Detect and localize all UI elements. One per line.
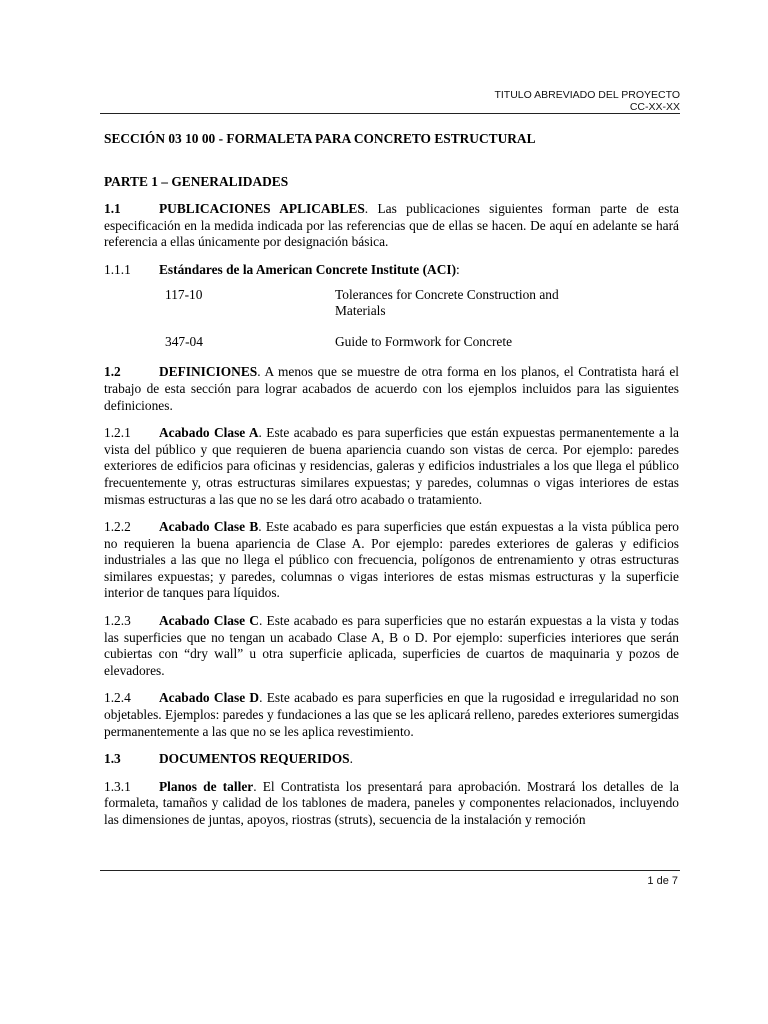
- clause-text: . Este acabado es para superficies que están expuestas permanentemente a la vista del público y que requieren de buena apariencia cuando son vistas de cerca. Por ejemplo: paredes exteriores de edificios para oficinas y residencias, galeras y edificios industriales a los que llega el público frecuentemente y, otras estructuras similares expuestas; y paredes, columnas o vigas interiores de estas mismas estructuras a las que no se les dará otro acabado o tratamiento.: [104, 425, 679, 507]
- standard-code: 117-10: [165, 286, 203, 302]
- clause-text: . A menos que se muestre de otra forma en los planos, el Contratista hará el trabajo de esta sección para lograr acabados de acuerdo con los ejemplos incluidos para las siguientes definiciones.: [104, 364, 679, 413]
- clause-1-2-1: [104, 425, 679, 508]
- standard-row: [104, 334, 679, 351]
- clause-heading: Acabado Clase C: [159, 613, 259, 629]
- standard-title: Guide to Formwork for Concrete: [335, 333, 513, 349]
- clause-number: 1.3.1: [104, 778, 131, 794]
- clause-heading: PUBLICACIONES APLICABLES: [159, 201, 365, 217]
- project-title: TITULO ABREVIADO DEL PROYECTO: [494, 89, 680, 101]
- clause-heading: DEFINICIONES: [159, 364, 258, 380]
- clause-number: 1.2.4: [104, 690, 131, 706]
- page-header: [494, 89, 680, 113]
- clause-text: :: [456, 261, 460, 277]
- standard-code: 347-04: [165, 333, 203, 349]
- clause-number: 1.2.1: [104, 425, 131, 441]
- clause-number: 1.3: [104, 751, 121, 767]
- clause-number: 1.1: [104, 201, 121, 217]
- clause-1-1: [104, 201, 679, 251]
- page-number: 1 de 7: [647, 875, 678, 887]
- clause-1-2-2: [104, 519, 679, 602]
- standard-row: [104, 287, 679, 320]
- section-title: SECCIÓN 03 10 00 - FORMALETA PARA CONCRETO ESTRUCTURAL: [104, 131, 536, 146]
- clause-1-3: [104, 751, 679, 768]
- part-title: PARTE 1 – GENERALIDADES: [104, 173, 289, 189]
- clause-1-2-4: [104, 690, 679, 740]
- clause-heading: Acabado Clase A: [159, 425, 259, 441]
- footer-divider: [100, 870, 680, 871]
- standard-title: Tolerances for Concrete Construction and Materials: [335, 286, 559, 319]
- clause-heading: Estándares de la American Concrete Institute (ACI): [159, 261, 457, 277]
- clause-number: 1.2.2: [104, 519, 131, 535]
- clause-heading: Planos de taller: [159, 778, 254, 794]
- clause-heading: Acabado Clase D: [159, 690, 260, 706]
- clause-number: 1.1.1: [104, 261, 131, 277]
- standards-list: [104, 287, 679, 351]
- clause-heading: DOCUMENTOS REQUERIDOS: [159, 751, 350, 767]
- header-divider: [100, 113, 680, 114]
- clause-number: 1.2.3: [104, 613, 131, 629]
- clause-text: .: [349, 751, 353, 767]
- clause-number: 1.2: [104, 364, 121, 380]
- clause-1-2-3: [104, 613, 679, 679]
- clause-text: . Las publicaciones siguientes forman parte de esta especificación en la medida indicada por las referencias que de ellas se hacen. De aquí en adelante se hará referencia a ellas únicamente por designación básica.: [104, 201, 679, 250]
- clause-text: . El Contratista los presentará para aprobación. Mostrará los detalles de la formaleta, tamaños y calidad de los tablones de madera, paneles y componentes relacionados, incluyendo las dimensiones de juntas, apoyos, riostras (struts), secuencia de la instalación y remoción: [104, 778, 679, 827]
- project-code: CC-XX-XX: [629, 101, 680, 113]
- clause-text: . Este acabado es para superficies que no estarán expuestas a la vista y todas las superficies que no tengan un acabado Clase A, B o D. Por ejemplo: superficies interiores que serán cubiertas con “dry wall” u otra superficie aplicada, superficies de cuartos de maquinaria y pozos de elevadores.: [104, 613, 680, 678]
- clause-1-2: [104, 364, 679, 414]
- clause-1-3-1: [104, 779, 679, 829]
- clause-heading: Acabado Clase B: [159, 519, 259, 535]
- clause-1-1-1: [104, 262, 679, 279]
- clause-text: . Este acabado es para superficies que están expuestas a la vista pública pero no requieren la buena apariencia de Clase A. Por ejemplo: paredes exteriores de galeras y edificios industriales a las que no llega el público con frecuencia, polígonos de entrenamiento y otras estructuras similares expuestas; y paredes, columnas o vigas interiores de estas mismas estructuras y la superficie interior de tanques para líquidos.: [104, 519, 679, 601]
- document-body: [104, 128, 679, 829]
- clause-text: . Este acabado es para superficies en que la rugosidad e irregularidad no son objetables. Ejemplos: paredes y fundaciones a las que se les aplicará relleno, paredes exteriores sumergidas permanentemente a las que no se les aplica revestimiento.: [104, 690, 679, 739]
